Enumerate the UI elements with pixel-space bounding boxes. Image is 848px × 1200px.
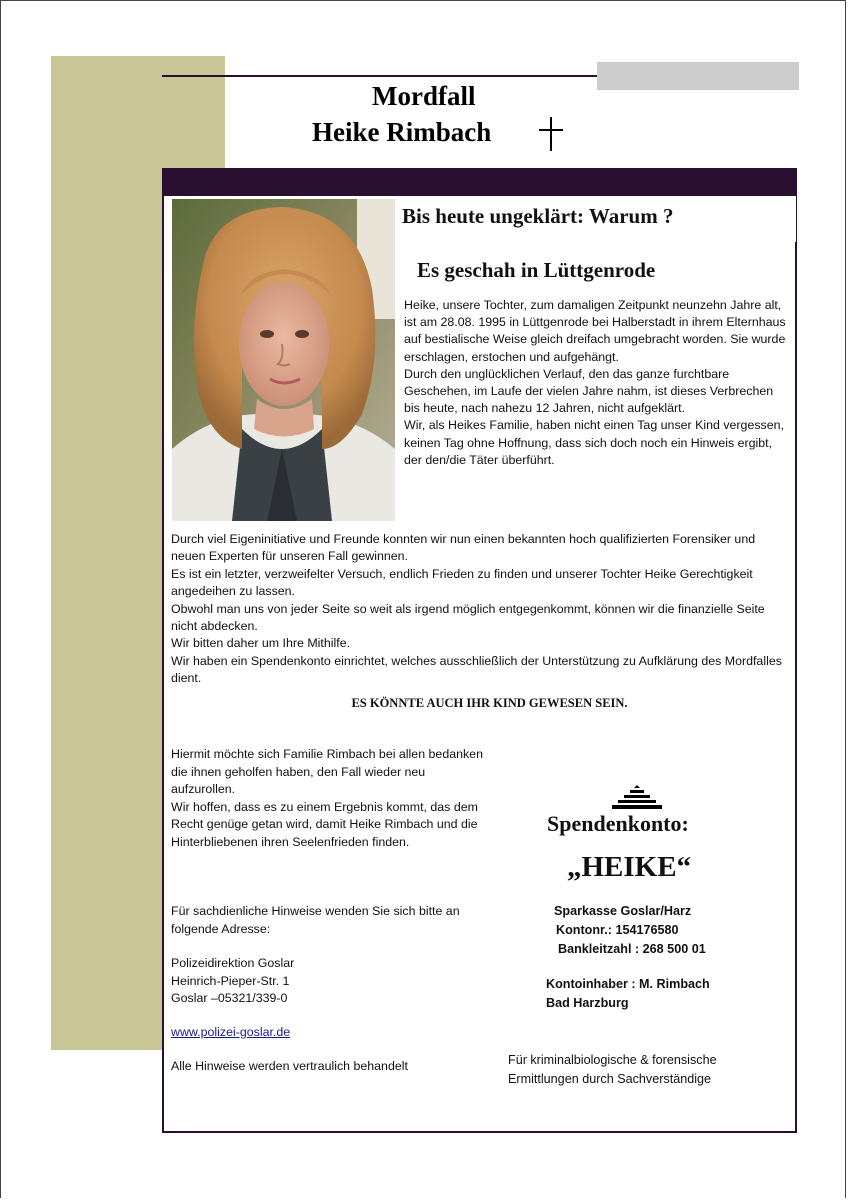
title-line-2: Heike Rimbach (312, 117, 492, 147)
holder-city: Bad Harzburg (546, 996, 629, 1010)
appeal-paragraph: Wir haben ein Spendenkonto einrichtet, welches ausschließlich der Unterstützung zu Aufklärung des Mordfalles dient. (171, 653, 782, 686)
gray-decor-bar (597, 62, 799, 90)
bank-code: Bankleitzahl : 268 500 01 (558, 942, 706, 956)
appeal-paragraph: Obwohl man uns von jeder Seite so weit als irgend möglich entgegenkommt, können wir die finanzielle Seite nicht abdecken. (171, 601, 765, 634)
portrait-photo (172, 199, 395, 521)
sparkasse-logo-icon (612, 783, 662, 811)
thanks-text (171, 746, 491, 851)
card-header-band (162, 168, 797, 196)
cross-icon (539, 117, 565, 153)
bank-details (554, 902, 784, 959)
contact-block (171, 903, 501, 1008)
appeal-paragraph: Durch viel Eigeninitiative und Freunde konnten wir nun einen bekannten hoch qualifizierten Forensiker und neuen Experten für unseren Fall gewinnen. (171, 532, 756, 564)
slogan: ES KÖNNTE AUCH IHR KIND GEWESEN SEIN. (351, 696, 628, 710)
appeal-paragraph: Es ist ein letzter, verzweifelter Versuch, endlich Frieden zu finden und unserer Tochter Heike Gerechtigkeit angedeihen zu lassen. (171, 566, 753, 599)
contact-street: Heinrich-Pieper-Str. 1 (171, 973, 290, 988)
appeal-paragraph: Wir bitten daher um Ihre Mithilfe. (171, 636, 351, 651)
contact-phone: Goslar –05321/339-0 (171, 991, 288, 1005)
confidential-note: Alle Hinweise werden vertraulich behandelt (171, 1059, 408, 1073)
forensic-note: Für kriminalbiologische & forensische Ermittlungen durch Sachverständige (508, 1053, 717, 1086)
story-paragraph: Durch den unglücklichen Verlauf, den das ganze furchtbare Geschehen, im Laufe der vielen Jahre nahm, ist dieses Verbrechen bis heute, nach nahezu 12 Jahren, nicht aufgeklärt. (404, 366, 774, 416)
website-link[interactable]: www.polizei-goslar.de (171, 1025, 291, 1039)
story-text (404, 297, 792, 469)
account-holder: Kontoinhaber : M. Rimbach (546, 977, 710, 991)
appeal-text (171, 531, 791, 688)
donation-name: „HEIKE“ (567, 851, 692, 883)
subheadline: Es geschah in Lüttgenrode (417, 258, 656, 282)
title-line-1: Mordfall (372, 81, 476, 111)
contact-intro: Für sachdienliche Hinweise wenden Sie sich bitte an folgende Adresse: (171, 904, 460, 936)
story-paragraph: Heike, unsere Tochter, zum damaligen Zeitpunkt neunzehn Jahre alt, ist am 28.08. 1995 in Lüttgenrode bei Halberstadt in ihrem Elternhaus auf bestialische Weise gleich dreifach umgebracht worden. Sie wurde erschlagen, erstochen und aufgehängt. (404, 298, 786, 364)
account-holder-block (546, 975, 776, 1013)
headline: Bis heute ungeklärt: Warum ? (402, 204, 674, 228)
donation-title: Spendenkonto: (547, 811, 689, 836)
account-number: Kontonr.: 154176580 (556, 923, 679, 937)
thanks-paragraph: Wir hoffen, dass es zu einem Ergebnis kommt, das dem Recht genüge getan wird, damit Heike Rimbach und die Hinterbliebenen ihren Seelenfrieden finden. (171, 799, 478, 849)
bank-name: Sparkasse Goslar/Harz (554, 904, 692, 918)
story-paragraph: Wir, als Heikes Familie, haben nicht einen Tag unser Kind vergessen, keinen Tag ohne Hoffnung, dass sich doch noch ein Hinweis ergibt, der den/die Täter überführt. (404, 418, 784, 467)
contact-org: Polizeidirektion Goslar (171, 956, 295, 970)
thanks-paragraph: Hiermit möchte sich Familie Rimbach bei allen bedanken die ihnen geholfen haben, den Fall wieder neu aufzurollen. (171, 747, 483, 796)
